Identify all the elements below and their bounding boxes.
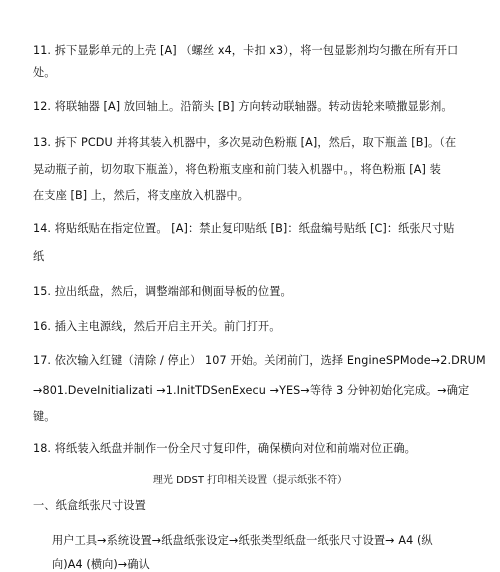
step-17-line-1: 17. 依次输入红键（清除 / 停止） 107 开始。关闭前门，选择 EngineSPMode→2.DRUM [33,354,486,367]
step-13-line-1: 13. 拆下 PCDU 并将其装入机器中，多次晃动色粉瓶 [A]，然后，取下瓶盖 [B]。（在 [33,136,457,149]
step-13-line-2: 晃动瓶子前，切勿取下瓶盖），将色粉瓶支座和前门装入机器中。，将色粉瓶 [A] 装 [33,163,441,176]
step-15: 15. 拉出纸盘，然后，调整端部和侧面导板的位置。 [33,285,292,298]
step-18: 18. 将纸装入纸盘并制作一份全尺寸复印件，确保横向对位和前端对位正确。 [33,442,416,455]
step-16: 16. 插入主电源线，然后开启主开关。前门打开。 [33,320,281,333]
step-13-line-3: 在支座 [B] 上，然后，将支座放入机器中。 [33,189,249,202]
step-17-line-3: 键。 [33,410,56,423]
settings-path-line: 用户工具→系统设置→纸盘纸张设定→纸张类型纸盘一纸张尺寸设置→ A4 (纵 [52,534,433,547]
settings-caption: 理光 DDST 打印相关设置（提示纸张不符） [152,475,348,486]
step-12: 12. 将联轴器 [A] 放回轴上。沿箭头 [B] 方向转动联轴器。转动齿轮来喷撒显影剂。 [33,100,453,113]
step-17-line-2: →801.DeveInitializati →1.InitTDSenExecu →YES→等待 3 分钟初始化完成。→确定 [33,384,470,397]
step-14-line-2: 纸 [33,250,45,263]
step-11-line-1: 11. 拆下显影单元的上壳 [A] （螺丝 x4，卡扣 x3），将一包显影剂均匀撒在所有开口 [33,44,459,57]
settings-path-line-2: 向)A4 (横向)→确认 [52,558,150,571]
step-11-line-2: 处。 [33,66,56,79]
step-14-line-1: 14. 将贴纸贴在指定位置。 [A]：禁止复印贴纸 [B]：纸盘编号贴纸 [C]：纸张尺寸贴 [33,222,455,235]
section-heading: 一、纸盒纸张尺寸设置 [33,499,146,512]
